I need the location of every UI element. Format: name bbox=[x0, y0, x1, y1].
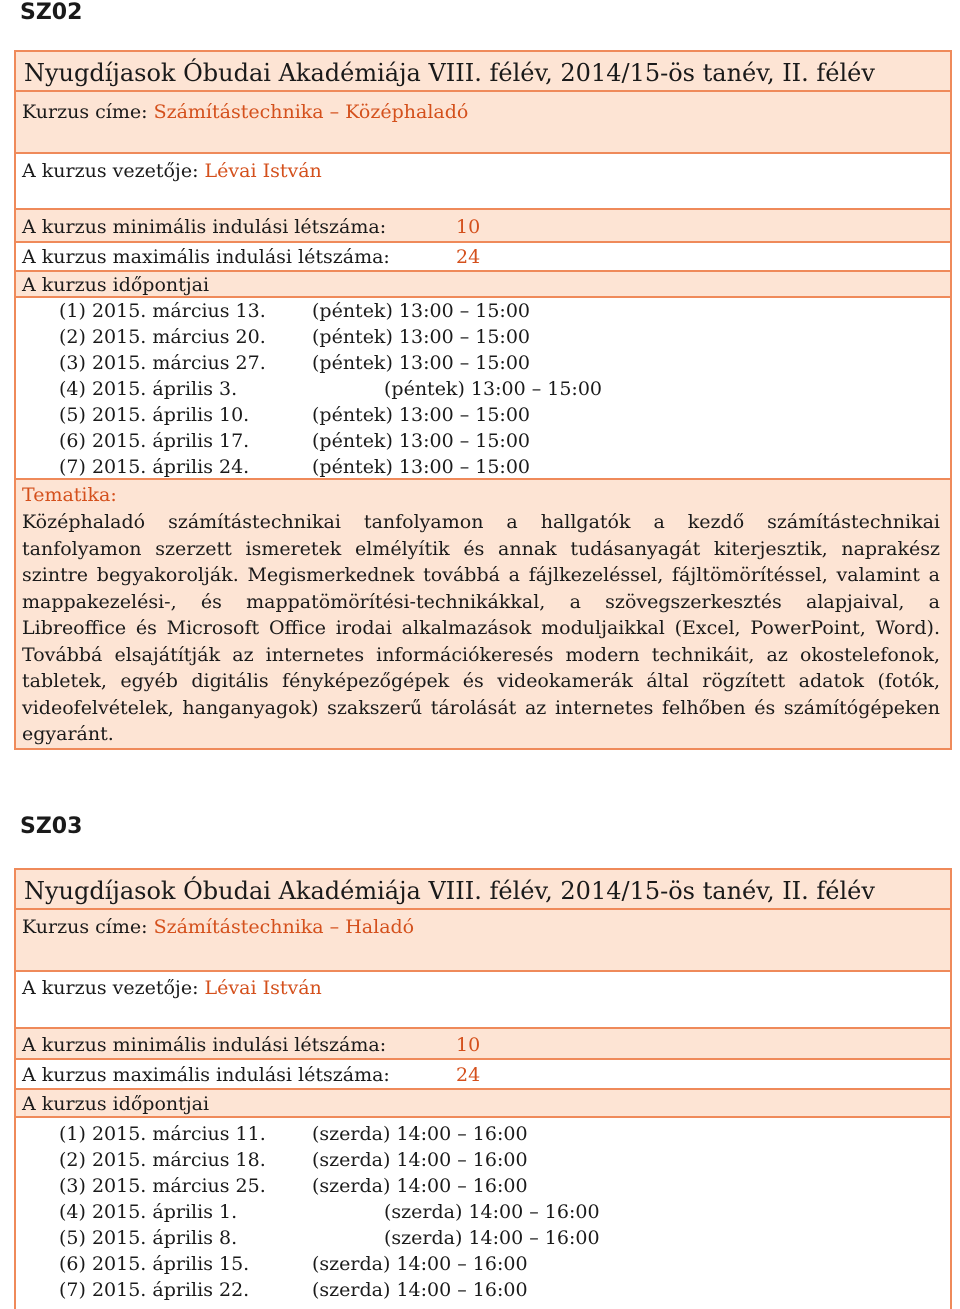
schedule-time: (szerda) 14:00 – 16:00 bbox=[312, 1149, 528, 1171]
course-title-label: Kurzus címe: bbox=[22, 916, 148, 938]
schedule-item bbox=[16, 324, 950, 350]
schedule-time: (péntek) 13:00 – 15:00 bbox=[312, 456, 530, 478]
min-participants-value: 10 bbox=[456, 216, 481, 238]
max-participants-value: 24 bbox=[456, 1064, 481, 1086]
schedule-item bbox=[16, 1277, 950, 1303]
topics-section bbox=[16, 480, 950, 748]
topics-text: Középhaladó számítástechnikai tanfolyamon a hallgatók a kezdő számítástechnikai tanfolyamon szerzett ismeretek elmélyítik és annak tudásanyagát kiterjesztik, naprakész szintre begyakorolják. Megismerkednek továbbá a fájlkezeléssel, fájltömörítéssel, valamint a mappakezelési-, és mappatömörítési-technikákkal, a szövegszerkesztés alapjaival, a Libreoffice és Microsoft Office irodai alkalmazások moduljaikkal (Excel, PowerPoint, Word). Továbbá elsajátítják az internetes információkeresés modern technikáit, az okostelefonok, tabletek, egyéb digitális fényképezőgépek és videokamerák által rögzített adatok (fotók, videofelvételek, hanganyagok) szakszerű tárolását az internetes felhőben és számítógépeken egyaránt. bbox=[22, 511, 940, 745]
max-participants-label: A kurzus maximális indulási létszáma: bbox=[22, 1064, 390, 1086]
course-title-label: Kurzus címe: bbox=[22, 101, 148, 123]
schedule-item bbox=[16, 454, 950, 480]
schedule-date: (5) 2015. április 8. bbox=[59, 1227, 238, 1249]
course-leader-value: Lévai István bbox=[204, 977, 322, 999]
program-header: Nyugdíjasok Óbudai Akadémiája VIII. félév, 2014/15-ös tanév, II. félév bbox=[16, 870, 950, 910]
schedule-date: (7) 2015. április 24. bbox=[59, 456, 250, 478]
schedule-date: (1) 2015. március 13. bbox=[59, 300, 266, 322]
schedule-heading-row bbox=[16, 272, 950, 298]
schedule-date: (7) 2015. április 22. bbox=[59, 1279, 250, 1301]
schedule-time: (péntek) 13:00 – 15:00 bbox=[312, 404, 530, 426]
course-leader-row bbox=[16, 154, 950, 210]
schedule-item bbox=[16, 1147, 950, 1173]
min-participants-row bbox=[16, 210, 950, 243]
max-participants-value: 24 bbox=[456, 246, 481, 268]
min-participants-row bbox=[16, 1029, 950, 1060]
schedule-time: (szerda) 14:00 – 16:00 bbox=[384, 1201, 600, 1223]
schedule-heading: A kurzus időpontjai bbox=[22, 1093, 210, 1115]
schedule-item bbox=[16, 402, 950, 428]
course-code: SZ03 bbox=[20, 814, 83, 839]
schedule-heading-row bbox=[16, 1090, 950, 1118]
topics-heading: Tematika: bbox=[22, 484, 117, 506]
course-leader-label: A kurzus vezetője: bbox=[22, 977, 199, 999]
schedule-time: (péntek) 13:00 – 15:00 bbox=[384, 378, 602, 400]
schedule-time: (szerda) 14:00 – 16:00 bbox=[312, 1253, 528, 1275]
course-leader-value: Lévai István bbox=[204, 160, 322, 182]
schedule-time: (péntek) 13:00 – 15:00 bbox=[312, 326, 530, 348]
course-table bbox=[14, 50, 952, 750]
min-participants-value: 10 bbox=[456, 1034, 481, 1056]
max-participants-row bbox=[16, 243, 950, 272]
max-participants-row bbox=[16, 1060, 950, 1090]
course-title-value: Számítástechnika – Haladó bbox=[153, 916, 415, 938]
schedule-date: (5) 2015. április 10. bbox=[59, 404, 250, 426]
course-table bbox=[14, 868, 952, 1309]
course-leader-row bbox=[16, 972, 950, 1029]
schedule-item bbox=[16, 1173, 950, 1199]
schedule-time: (szerda) 14:00 – 16:00 bbox=[384, 1227, 600, 1249]
schedule-heading: A kurzus időpontjai bbox=[22, 274, 210, 296]
course-title-row bbox=[16, 910, 950, 972]
schedule-time: (péntek) 13:00 – 15:00 bbox=[312, 430, 530, 452]
schedule-date: (6) 2015. április 17. bbox=[59, 430, 250, 452]
course-leader-label: A kurzus vezetője: bbox=[22, 160, 199, 182]
schedule-time: (szerda) 14:00 – 16:00 bbox=[312, 1175, 528, 1197]
min-participants-label: A kurzus minimális indulási létszáma: bbox=[22, 216, 387, 238]
max-participants-label: A kurzus maximális indulási létszáma: bbox=[22, 246, 390, 268]
schedule-date: (6) 2015. április 15. bbox=[59, 1253, 250, 1275]
schedule-date: (4) 2015. április 1. bbox=[59, 1201, 238, 1223]
course-title-row bbox=[16, 92, 950, 154]
schedule-item bbox=[16, 1225, 950, 1251]
schedule-date: (2) 2015. március 20. bbox=[59, 326, 266, 348]
course-code: SZ02 bbox=[20, 0, 83, 25]
schedule-date: (3) 2015. március 27. bbox=[59, 352, 266, 374]
schedule-time: (péntek) 13:00 – 15:00 bbox=[312, 300, 530, 322]
schedule-time: (szerda) 14:00 – 16:00 bbox=[312, 1123, 528, 1145]
course-title-value: Számítástechnika – Középhaladó bbox=[153, 101, 469, 123]
schedule-item bbox=[16, 428, 950, 454]
schedule-item bbox=[16, 376, 950, 402]
min-participants-label: A kurzus minimális indulási létszáma: bbox=[22, 1034, 387, 1056]
schedule-item bbox=[16, 1251, 950, 1277]
schedule-time: (szerda) 14:00 – 16:00 bbox=[312, 1279, 528, 1301]
schedule-item bbox=[16, 1199, 950, 1225]
schedule-item bbox=[16, 350, 950, 376]
schedule-date: (3) 2015. március 25. bbox=[59, 1175, 266, 1197]
schedule-list bbox=[16, 1118, 950, 1308]
schedule-item bbox=[16, 298, 950, 324]
schedule-date: (4) 2015. április 3. bbox=[59, 378, 238, 400]
schedule-time: (péntek) 13:00 – 15:00 bbox=[312, 352, 530, 374]
schedule-item bbox=[16, 1121, 950, 1147]
schedule-date: (2) 2015. március 18. bbox=[59, 1149, 266, 1171]
program-header: Nyugdíjasok Óbudai Akadémiája VIII. félév, 2014/15-ös tanév, II. félév bbox=[16, 52, 950, 92]
schedule-date: (1) 2015. március 11. bbox=[59, 1123, 266, 1145]
schedule-list bbox=[16, 298, 950, 480]
